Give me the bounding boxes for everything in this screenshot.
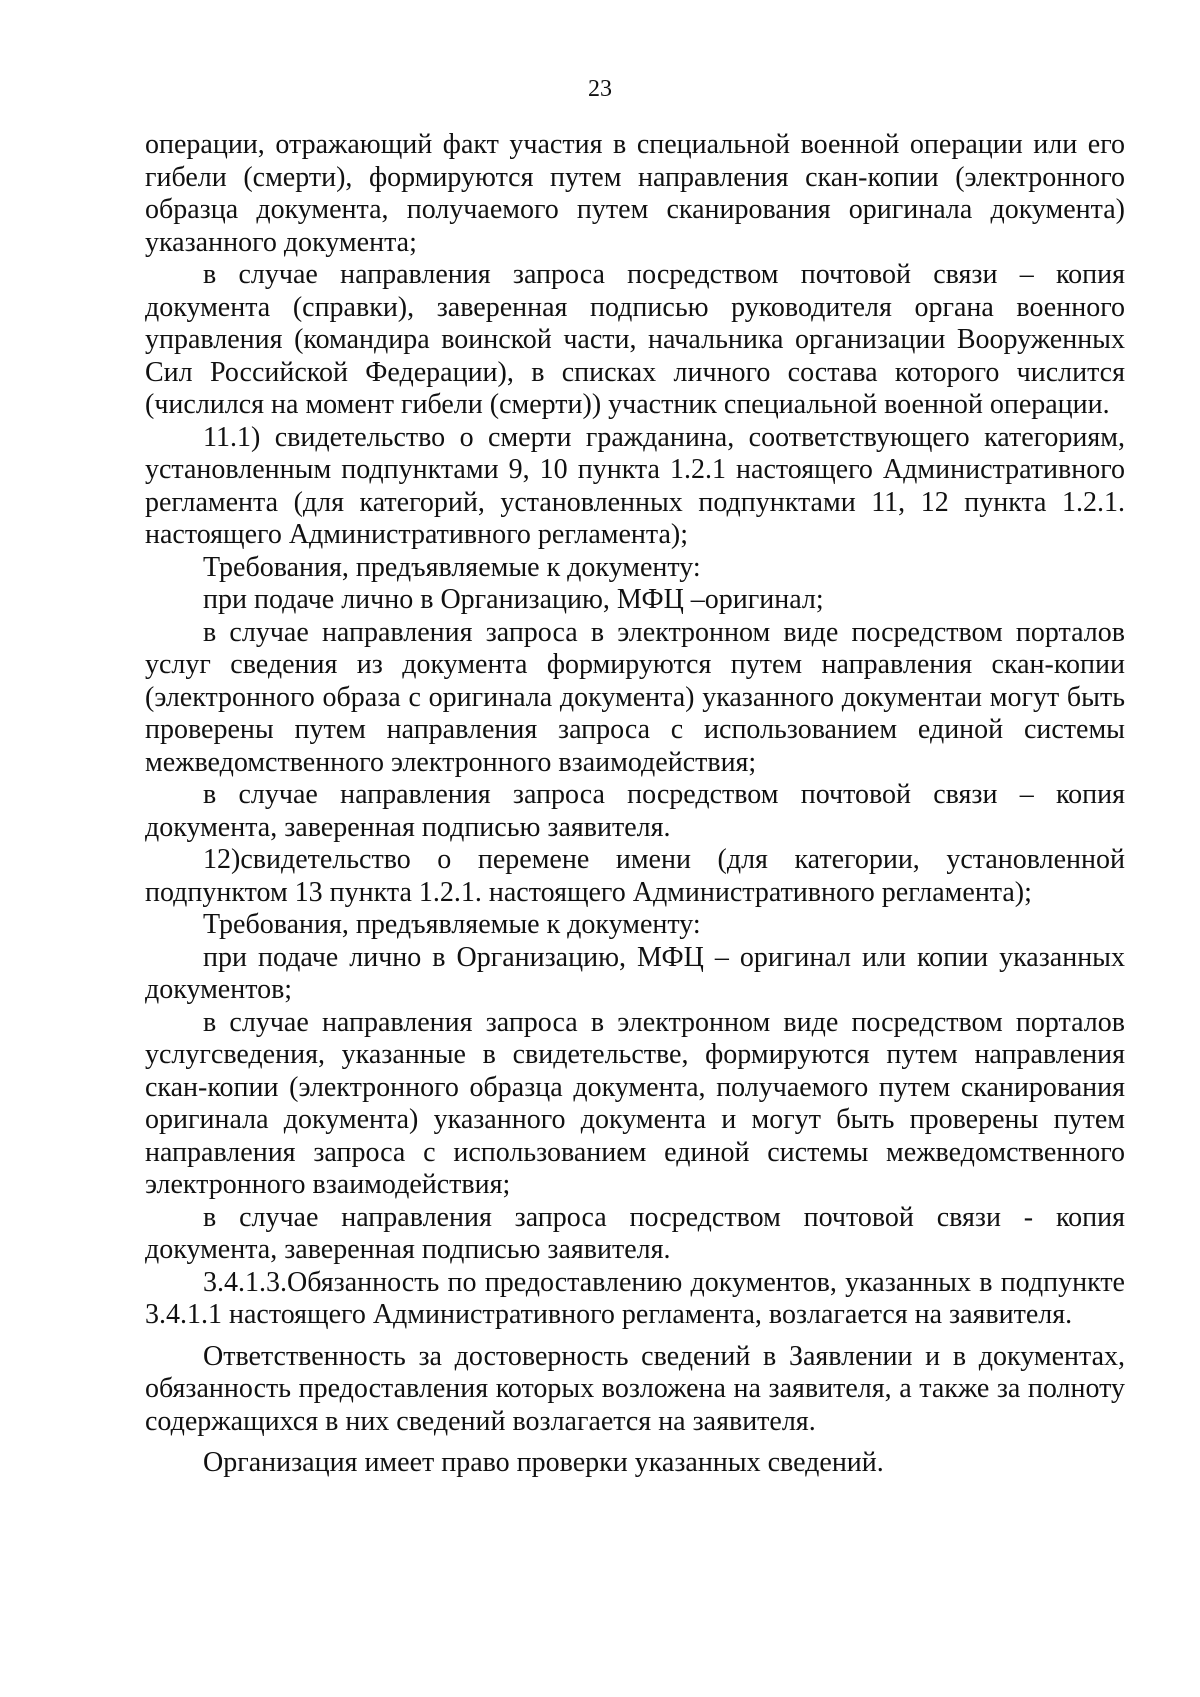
paragraph: в случае направления запроса в электронном виде посредством порталов услуг сведения из документа формируются путем направления скан-копии (электронного образа с оригинала документа) указанного документаи могут быть проверены путем направления запроса с использованием единой системы межведомственного электронного взаимодействия;: [145, 616, 1125, 778]
paragraph: в случае направления запроса посредством почтовой связи – копия документа, заверенная подписью заявителя.: [145, 779, 1125, 843]
paragraph: Организация имеет право проверки указанных сведений.: [203, 1447, 884, 1478]
document-body: [145, 129, 1125, 1480]
paragraph: 12)свидетельство о перемене имени (для категории, установленной подпунктом 13 пункта 1.2.1. настоящего Административного регламента);: [145, 844, 1125, 908]
paragraph: в случае направления запроса посредством почтовой связи – копия документа (справки), заверенная подписью руководителя органа военного управления (командира воинской части, начальника организации Вооруженных Сил Российской Федерации), в списках личного состава которого числится (числился на момент гибели (смерти)) участник специальной военной операции.: [145, 259, 1125, 420]
paragraph: Требования, предъявляемые к документу:: [203, 551, 701, 583]
paragraph-continuation: операции, отражающий факт участия в специальной военной операции или его гибели (смерти), формируются путем направления скан-копии (электронного образца документа, получаемого путем сканирования оригинала документа) указанного документа;: [145, 129, 1125, 258]
page-number: 23: [588, 76, 612, 102]
paragraph: Ответственность за достоверность сведений в Заявлении и в документах, обязанность предоставления которых возложена на заявителя, а также за полноту содержащихся в них сведений возлагается на заявителя.: [145, 1340, 1125, 1437]
paragraph: при подаче лично в Организацию, МФЦ –оригинал;: [203, 584, 824, 615]
paragraph: Требования, предъявляемые к документу:: [203, 909, 701, 940]
paragraph: 3.4.1.3.Обязанность по предоставлению документов, указанных в подпункте 3.4.1.1 настоящего Административного регламента, возлагается на заявителя.: [145, 1266, 1125, 1330]
paragraph: при подаче лично в Организацию, МФЦ – оригинал или копии указанных документов;: [145, 941, 1125, 1005]
paragraph: 11.1) свидетельство о смерти гражданина, соответствующего категориям, установленным подпунктами 9, 10 пункта 1.2.1 настоящего Административного регламента (для категорий, установленных подпунктами 11, 12 пункта 1.2.1. настоящего Административного регламента);: [145, 421, 1125, 550]
paragraph: в случае направления запроса посредством почтовой связи - копия документа, заверенная подписью заявителя.: [145, 1201, 1125, 1265]
paragraph: в случае направления запроса в электронном виде посредством порталов услугсведения, указанные в свидетельстве, формируются путем направления скан-копии (электронного образца документа, получаемого путем сканирования оригинала документа) указанного документа и могут быть проверены путем направления запроса с использованием единой системы межведомственного электронного взаимодействия;: [145, 1006, 1125, 1200]
